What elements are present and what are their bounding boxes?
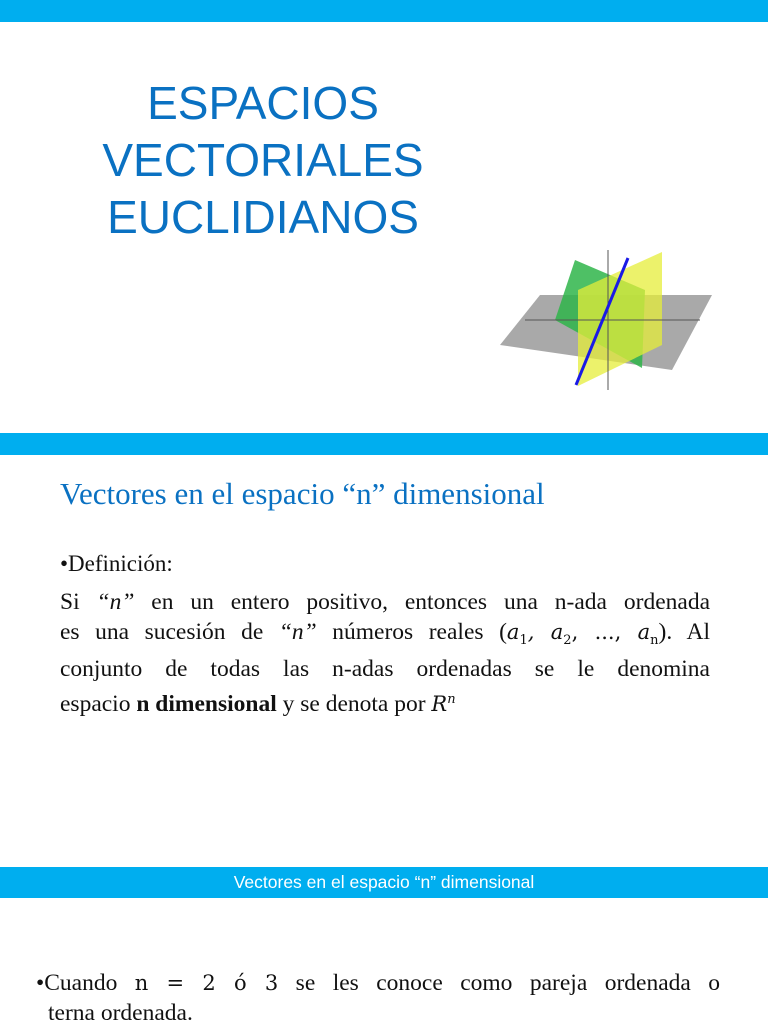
cuando-paragraph (36, 969, 720, 1028)
definition-paragraph (60, 588, 710, 719)
definition-bullet: •Definición: (60, 551, 173, 577)
band-caption: Vectores en el espacio “n” dimensional (0, 867, 768, 898)
rn-expression: $R^n$ (431, 692, 455, 716)
definition-line-1: Si “n” en un entero positivo, entonces una n-ada ordenada (60, 588, 710, 618)
definition-line-3: conjunto de todas las n-adas ordenadas se le denomina (60, 655, 710, 685)
slide-title (58, 75, 468, 246)
intersecting-planes-graphic (500, 250, 715, 390)
section-heading: Vectores en el espacio “n” dimensional (60, 476, 545, 512)
definition-line-2: es una sucesión de “n” números reales ($a_1$, $a_2$, ..., $a_n$). Al (60, 618, 710, 656)
top-accent-band (0, 0, 768, 22)
middle-accent-band (0, 433, 768, 455)
cuando-line-1: •Cuando n = 2 ó 3 se les conoce como pareja ordenada o (36, 969, 720, 999)
cuando-line-2: terna ordenada. (36, 999, 720, 1028)
tuple-expression: $a_1$, $a_2$, ..., $a_n$ (507, 620, 659, 644)
title-line-1: ESPACIOS (58, 75, 468, 132)
title-line-2: VECTORIALES (58, 132, 468, 189)
title-line-3: EUCLIDIANOS (58, 189, 468, 246)
n-equation: n = 2 ó 3 (135, 971, 278, 995)
definition-line-4: espacio n dimensional y se denota por $R^n$ (60, 685, 710, 720)
